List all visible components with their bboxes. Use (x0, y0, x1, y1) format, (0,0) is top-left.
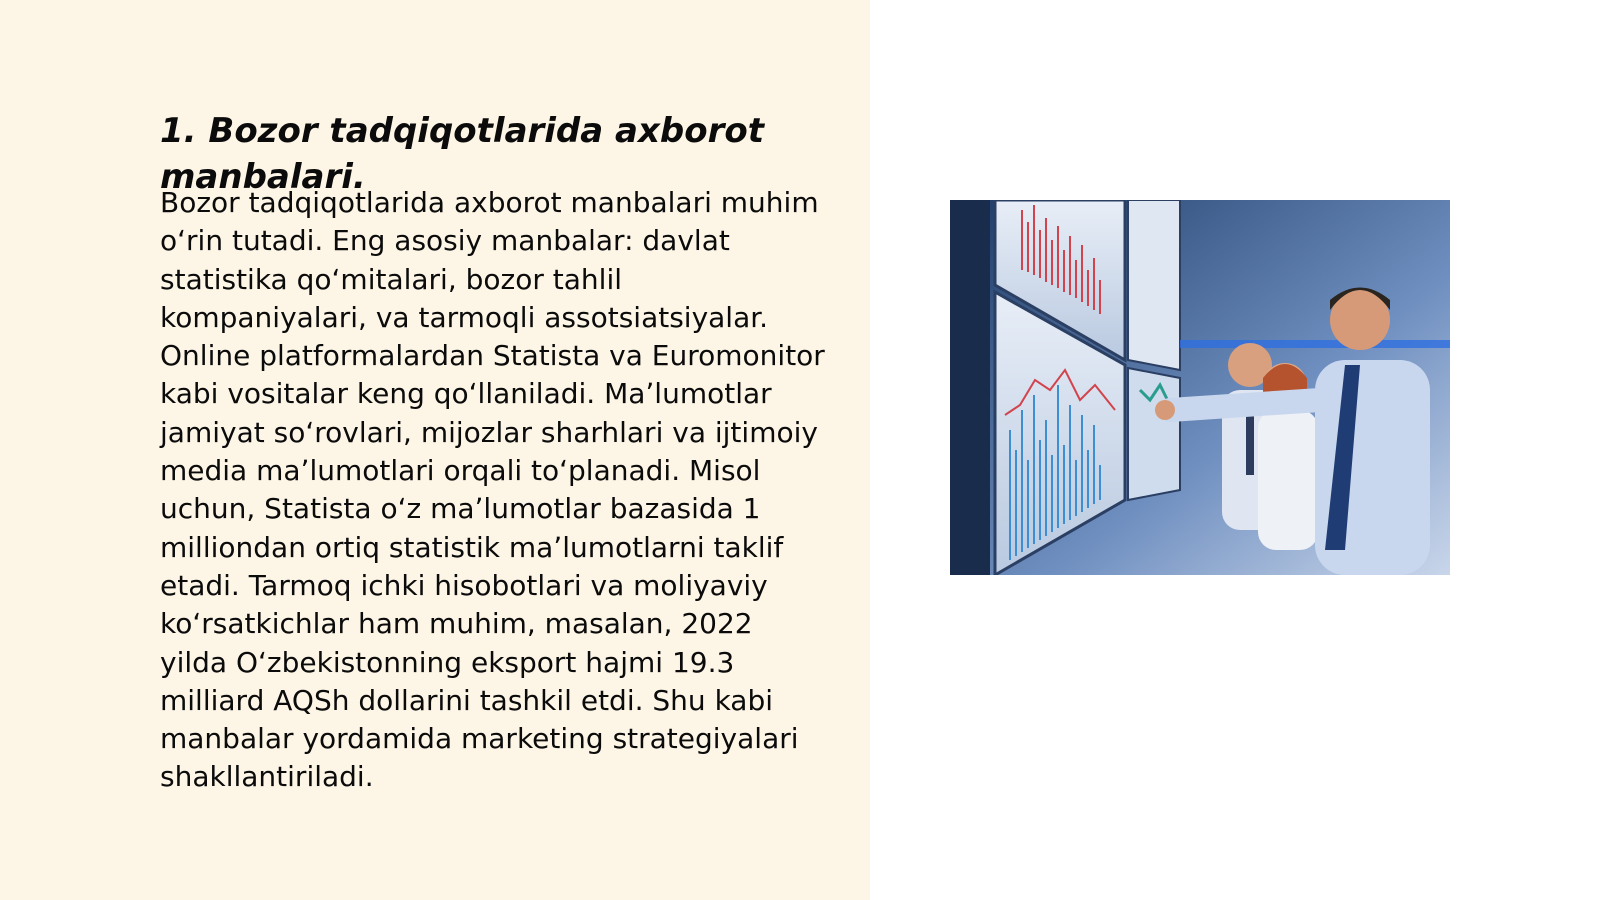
business-team-photo (950, 200, 1450, 575)
slide-body-text: Bozor tadqiqotlarida axborot manbalari muhim oʻrin tutadi. Eng asosiy manbalar: davlat statistika qoʻmitalari, bozor tahlil kompaniyalari, va tarmoqli assotsiatsiyalar. Online platformalardan Statista va Euromonitor kabi vositalar keng qoʻllaniladi. Maʼlumotlar jamiyat soʻrovlari, mijozlar sharhlari va ijtimoiy media maʼlumotlari orqali toʻplanadi. Misol uchun, Statista oʻz maʼlumotlar bazasida 1 milliondan ortiq statistik maʼlumotlarni taklif etadi. Tarmoq ichki hisobotlari va moliyaviy koʻrsatkichlar ham muhim, masalan, 2022 yilda Oʻzbekistonning eksport hajmi 19.3 milliard AQSh dollarini tashkil etdi. Shu kabi manbalar yordamida marketing strategiyalari shakllantiriladi. (160, 186, 825, 794)
slide-title: 1. Bozor tadqiqotlarida axborot manbalari. (160, 111, 764, 197)
photo-illustration (950, 200, 1450, 575)
